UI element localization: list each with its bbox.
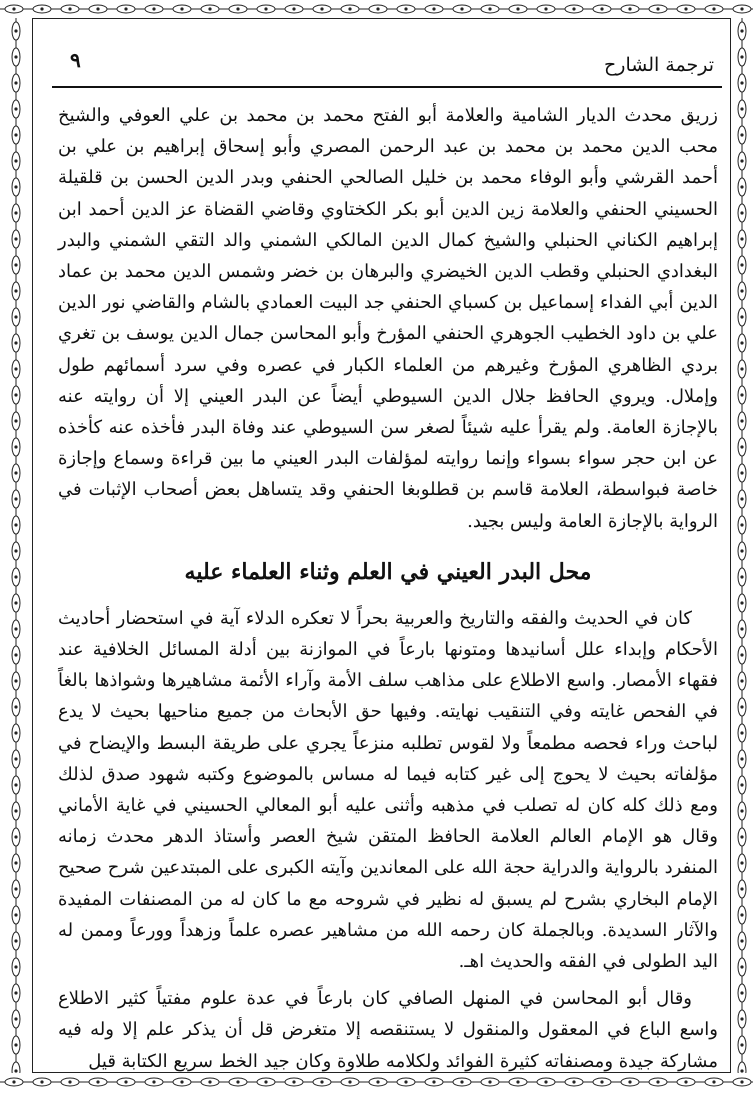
page-frame [52, 42, 722, 1072]
ornament-top-icon [0, 0, 753, 18]
ornament-right-icon [731, 18, 753, 1073]
ornament-left-icon [0, 18, 32, 1073]
running-head [52, 42, 722, 88]
running-title: ترجمة الشارح [604, 54, 714, 76]
ornamental-border-right [730, 18, 753, 1073]
ornamental-border-left [0, 18, 33, 1073]
ornamental-border-top [0, 0, 753, 19]
page-number: ٩ [70, 48, 81, 72]
paragraph-1: زريق محدث الديار الشامية والعلامة أبو الفتح محمد بن محمد بن علي العوفي والشيخ محب الدين محمد بن محمد بن عبد الرحمن المصري وأبو إسحاق إبراهيم بن علي بن أحمد القرشي وأبو الوفاء محمد بن خليل الصالحي الحنفي وبدر الدين الحسن بن قلقيلة الحسيني الحنفي والعلامة زين الدين أبو بكر الكختاوي وقاضي القضاة عز الدين أحمد ابن إبراهيم الكناني الحنبلي والشيخ كمال الدين المالكي الشمني والد التقي الشمني والبدر البغدادي الحنبلي وقطب الدين الخيضري والبرهان بن خضر وشمس الدين محمد بن عماد الدين أبي الفداء إسماعيل بن كسباي الحنفي جد البيت العمادي بالشام والقاضي نور الدين علي بن داود الخطيب الجوهري الحنفي المؤرخ وأبو المحاسن جمال الدين يوسف بن تغري بردي الظاهري المؤرخ وغيرهم من العلماء الكبار في عصره وفي سرد أسمائهم طول وإملال. ويروي الحافظ جلال الدين السيوطي أيضاً عن البدر العيني إلا أن روايته عنه بالإجازة العامة. ولم يقرأ عليه شيئاً لصغر سن السيوطي عند وفاة البدر فأخذه عنه كأخذه عن ابن حجر سواء بسواء وإنما روايته لمؤلفات البدر العيني ما بين قراءة وسماع وإجازة خاصة فبواسطة، العلامة قاسم بن قطلوبغا الحنفي وقد يتساهل بعض أصحاب الإثبات في الرواية بالإجازة العامة وليس بجيد. [58, 105, 719, 532]
paragraph-2: كان في الحديث والفقه والتاريخ والعربية بحراً لا تعكره الدلاء آية في استحضار أحاديث الأحكام وإبداء علل أسانيدها ومتونها بارعاً في الموازنة بين أدلة المسائل الخلافية عند فقهاء الأمصار. واسع الاطلاع على مذاهب سلف الأمة وآراء الأئمة مشاهيرها وشواذها بالغاً في الفحص غايته وفي التنقيب نهايته. وفيها حق الأبحاث من جميع مناحيها بحيث لا يدع لباحث وراء فحصه مطمعاً ولا لقوس تطلبه منزعاً يجري على طريقة البسط والإيضاح في مؤلفاته بحيث لا يحوج إلى غير كتابه فيما له مساس بالموضوع وكتبه شهود صدق لذلك ومع ذلك كله كان له تصلب في مذهبه وأثنى عليه أبو المعالي الحسيني في غاية الأماني وقال هو الإمام العالم العلامة الحافظ المتقن شيخ العصر وأستاذ الدهر محدث زمانه المنفرد بالرواية والدراية حجة الله على المعاندين وآيته الكبرى على المبتدعين شرح صحيح الإمام البخاري بشرح لم يسبق له نظير في شروحه مع ما كان له من المصنفات المفيدة والآثار السديدة. وبالجملة كان رحمه الله من مشاهير عصره علماً وزهداً وورعاً وممن له اليد الطولى في الفقه والحديث اهـ. [58, 607, 718, 973]
body-text [58, 100, 718, 1077]
section-heading: محل البدر العيني في العلم وثناء العلماء عليه [184, 558, 592, 585]
paragraph-3: وقال أبو المحاسن في المنهل الصافي كان بارعاً في عدة علوم مفتياً كثير الاطلاع واسع الباع في المعقول والمنقول لا يستنقصه إلا متغرض قل أن يذكر علم إلا وله فيه مشاركة جيدة ومصنفاته كثيرة الفوائد ولكلامه طلاوة وكان جيد الخط سريع الكتابة قيل [58, 988, 718, 1072]
